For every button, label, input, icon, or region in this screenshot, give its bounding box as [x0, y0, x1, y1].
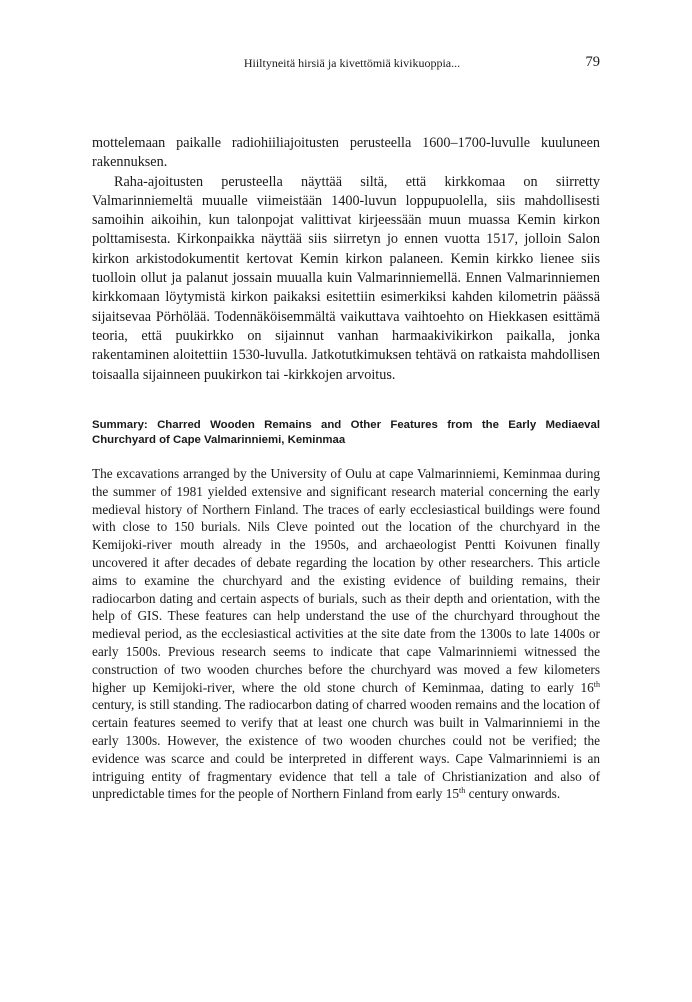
summary-text-segment: century onwards. [465, 786, 561, 802]
summary-paragraph [92, 465, 600, 803]
summary-text-segment: The excavations arranged by the University of Oulu at cape Valmarinniemi, Keminmaa during the summer of 1981 yielded extensive and significant research material concerning the early medieval history of Northern Finland. The traces of early ecclesiastical buildings were found with close to 150 burials. Nils Cleve pointed out the location of the churchyard in the Kemijoki-river mouth already in the 1950s, and archaeologist Pentti Koivunen finally uncovered it after decades of debate regarding the location by other researchers. This article aims to examine the churchyard and the existing evidence of building remains, their radiocarbon dating and certain aspects of burials, such as their depth and orientation, with the help of GIS. These features can help understand the use of the churchyard throughout the medieval period, as the ecclesiastical activities at the site date from the 1300s to late 1400s or early 1500s. Previous research seems to indicate that cape Valmarinniemi witnessed the construction of two wooden churches before the churchyard was moved a few kilometers higher up Kemijoki-river, where the old stone church of Keminmaa, dating to early 16 [92, 466, 600, 695]
summary-heading-line: Churchyard of Cape Valmarinniemi, Keminmaa [92, 434, 346, 446]
body-paragraph: mottelemaan paikalle radiohiiliajoitusten perusteella 1600–1700-luvulle kuuluneen rakennuksen. [92, 135, 600, 171]
ordinal-superscript: th [459, 786, 466, 796]
article-body [92, 134, 600, 385]
body-paragraph: Raha-ajoitusten perusteella näyttää siltä, että kirkkomaa on siirretty Valmarinniemeltä muualle viimeistään 1400-luvun loppupuolella, siis mahdollisesti samoihin aikoihin, kun talonpojat valittivat kirjeessään muun muassa Kemin kirkon polttamisesta. Kirkonpaikka näyttää siis siirretyn jo ennen vuotta 1517, jolloin Salon kirkon arkistodokumentit kertovat Kemin kirkon palaneen. Kemin kirkko lienee siis tuolloin ollut ja palanut jossain muualla kuin Valmarinniemellä. Ennen Valmarinniemen kirkkomaan löytymistä kirkon paikaksi esitettiin esimerkiksi kahden kilometrin päässä sijaitsevaa Pörhölää. Todennäköisemmältä vaikuttava vaihtoehto on Hiekkasen esittämä teoria, että puukirkko on sijainnut vanhan harmaakivikirkon paikalla, jonka rakentaminen aloitettiin 1530-luvulla. Jatkotutkimuksen tehtävä on ratkaista mahdollisen toisaalla sijainneen puukirkon tai -kirkkojen arvoitus. [92, 173, 600, 383]
running-header [92, 53, 600, 73]
ordinal-superscript: th [593, 679, 600, 689]
summary-heading [92, 418, 600, 448]
summary-heading-line: Summary: Charred Wooden Remains and Other Features from the Early Mediaeval [92, 419, 600, 431]
running-title: Hiiltyneitä hirsiä ja kivettömiä kivikuoppia... [243, 56, 461, 70]
summary-text-segment: century, is still standing. The radiocarbon dating of charred wooden remains and the location of certain features seemed to verify that at least one church was built in Valmarinniemi in the early 1300s. However, the existence of two wooden churches could not be verified; the evidence was scarce and could be interpreted in different ways. Cape Valmarinniemi is an intriguing entity of fragmentary evidence that tell a tale of Christianization and also of unpredictable times for the people of Northern Finland from early 15 [92, 697, 600, 802]
page-number: 79 [585, 54, 600, 70]
